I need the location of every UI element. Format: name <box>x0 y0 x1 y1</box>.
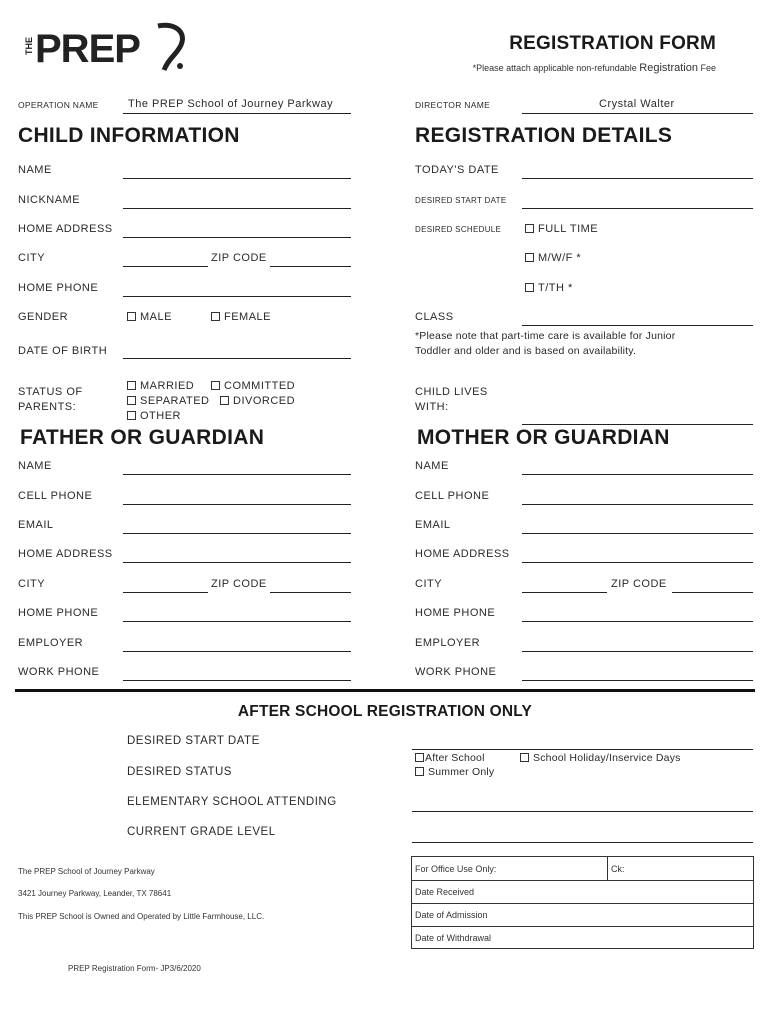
mother-city-field[interactable] <box>522 592 607 593</box>
grade-label: CURRENT GRADE LEVEL <box>127 826 276 838</box>
male-checkbox[interactable] <box>127 312 136 321</box>
child-phone-field[interactable] <box>123 296 351 297</box>
mother-email-label: EMAIL <box>415 519 451 531</box>
operation-name-field[interactable] <box>123 113 351 114</box>
fee-note-emph: Registration <box>639 62 698 74</box>
divorced-label: DIVORCED <box>233 395 296 407</box>
office-admission-label: Date of Admission <box>415 910 488 920</box>
mother-phone-field[interactable] <box>522 621 753 622</box>
child-lives-label-2: WITH: <box>415 401 449 413</box>
after-school-label: After School <box>425 752 485 764</box>
separated-option[interactable] <box>127 395 210 407</box>
female-label: FEMALE <box>224 311 272 323</box>
father-work-field[interactable] <box>123 680 351 681</box>
full-time-option[interactable] <box>525 223 598 235</box>
registration-details-heading: REGISTRATION DETAILS <box>415 124 673 147</box>
mother-phone-label: HOME PHONE <box>415 607 496 619</box>
father-phone-field[interactable] <box>123 621 351 622</box>
mother-city-label: CITY <box>415 578 443 590</box>
parent-status-label-2: PARENTS: <box>18 401 77 413</box>
director-name-label: DIRECTOR NAME <box>415 100 491 110</box>
summer-option[interactable] <box>415 766 494 778</box>
gender-female-option[interactable] <box>211 311 271 323</box>
director-name-field[interactable] <box>522 113 753 114</box>
logo-side-text: THE <box>24 37 34 55</box>
elementary-label: ELEMENTARY SCHOOL ATTENDING <box>127 796 337 808</box>
office-use-title: For Office Use Only: <box>415 864 497 874</box>
child-zip-label: ZIP CODE <box>211 252 267 264</box>
married-checkbox[interactable] <box>127 381 136 390</box>
other-option[interactable] <box>127 410 181 422</box>
married-label: MARRIED <box>140 380 195 392</box>
father-zip-field[interactable] <box>270 592 351 593</box>
form-id: PREP Registration Form- JP3/6/2020 <box>68 964 201 973</box>
child-city-label: CITY <box>18 252 46 264</box>
after-school-checkbox[interactable] <box>415 753 424 762</box>
father-heading: FATHER OR GUARDIAN <box>20 426 265 449</box>
full-time-label: FULL TIME <box>538 223 599 235</box>
separated-label: SEPARATED <box>140 395 210 407</box>
father-city-field[interactable] <box>123 592 208 593</box>
desired-schedule-label: DESIRED SCHEDULE <box>415 225 502 234</box>
mother-address-label: HOME ADDRESS <box>415 548 510 560</box>
child-city-field[interactable] <box>123 266 208 267</box>
father-address-field[interactable] <box>123 562 351 563</box>
father-name-field[interactable] <box>123 474 351 475</box>
child-info-heading: CHILD INFORMATION <box>18 124 240 147</box>
tth-option[interactable] <box>525 282 573 294</box>
logo-text: PREP <box>35 27 140 71</box>
child-zip-field[interactable] <box>270 266 351 267</box>
holiday-checkbox[interactable] <box>520 753 529 762</box>
parttime-note-1: *Please note that part-time care is available for Junior <box>415 330 676 342</box>
mother-email-field[interactable] <box>522 533 753 534</box>
child-phone-label: HOME PHONE <box>18 282 99 294</box>
child-nickname-label: NICKNAME <box>18 194 81 206</box>
fee-note-suffix: Fee <box>697 63 716 73</box>
mwf-option[interactable] <box>525 252 581 264</box>
tth-label: T/TH * <box>538 282 573 294</box>
form-title: REGISTRATION FORM <box>509 33 716 54</box>
committed-option[interactable] <box>211 380 295 392</box>
father-name-label: NAME <box>18 460 52 472</box>
dob-field[interactable] <box>123 358 351 359</box>
father-employer-field[interactable] <box>123 651 351 652</box>
father-city-label: CITY <box>18 578 46 590</box>
child-lives-field[interactable] <box>522 424 753 425</box>
father-address-label: HOME ADDRESS <box>18 548 113 560</box>
mother-cell-field[interactable] <box>522 504 753 505</box>
footer-line-3: This PREP School is Owned and Operated by Little Farmhouse, LLC. <box>18 912 265 921</box>
tth-checkbox[interactable] <box>525 283 534 292</box>
father-cell-label: CELL PHONE <box>18 490 93 502</box>
child-nickname-field[interactable] <box>123 208 351 209</box>
class-field[interactable] <box>522 325 753 326</box>
gender-label: GENDER <box>18 311 69 323</box>
mother-work-field[interactable] <box>522 680 753 681</box>
father-zip-label: ZIP CODE <box>211 578 267 590</box>
prep-logo-graphic <box>18 20 193 72</box>
mother-name-label: NAME <box>415 460 449 472</box>
father-email-label: EMAIL <box>18 519 54 531</box>
grade-field[interactable] <box>412 842 753 843</box>
office-withdrawal-label: Date of Withdrawal <box>415 933 492 943</box>
child-lives-label-1: CHILD LIVES <box>415 386 488 398</box>
other-label: OTHER <box>140 410 181 422</box>
after-school-option[interactable] <box>415 752 485 764</box>
operation-name-label: OPERATION NAME <box>18 100 99 110</box>
child-name-field[interactable] <box>123 178 351 179</box>
committed-label: COMMITTED <box>224 380 296 392</box>
after-school-heading: AFTER SCHOOL REGISTRATION ONLY <box>237 703 533 720</box>
gender-male-option[interactable] <box>127 311 172 323</box>
father-employer-label: EMPLOYER <box>18 637 84 649</box>
mother-heading: MOTHER OR GUARDIAN <box>417 426 670 449</box>
director-name-value: Crystal Walter <box>599 98 675 110</box>
full-time-checkbox[interactable] <box>525 224 534 233</box>
holiday-option[interactable] <box>520 752 681 764</box>
other-checkbox[interactable] <box>127 411 136 420</box>
todays-date-label: TODAY'S DATE <box>415 164 499 176</box>
dob-label: DATE OF BIRTH <box>18 345 108 357</box>
mother-name-field[interactable] <box>522 474 753 475</box>
mother-address-field[interactable] <box>522 562 753 563</box>
after-start-label: DESIRED START DATE <box>127 735 260 747</box>
office-use-table <box>411 856 754 949</box>
operation-name-value: The PREP School of Journey Parkway <box>128 98 334 110</box>
mother-work-label: WORK PHONE <box>415 666 497 678</box>
committed-checkbox[interactable] <box>211 381 220 390</box>
divorced-option[interactable] <box>220 395 295 407</box>
logo <box>18 20 193 72</box>
child-address-field[interactable] <box>123 237 351 238</box>
after-status-label: DESIRED STATUS <box>127 766 232 778</box>
elementary-field[interactable] <box>412 811 753 812</box>
desired-start-field[interactable] <box>522 208 753 209</box>
summer-checkbox[interactable] <box>415 767 424 776</box>
office-received-label: Date Received <box>415 887 475 897</box>
fee-note <box>473 62 716 74</box>
todays-date-field[interactable] <box>522 178 753 179</box>
footer-line-2: 3421 Journey Parkway, Leander, TX 78641 <box>18 889 172 898</box>
male-label: MALE <box>140 311 172 323</box>
mother-employer-label: EMPLOYER <box>415 637 481 649</box>
child-address-label: HOME ADDRESS <box>18 223 113 235</box>
footer-line-1: The PREP School of Journey Parkway <box>18 867 155 876</box>
female-checkbox[interactable] <box>211 312 220 321</box>
father-work-label: WORK PHONE <box>18 666 100 678</box>
mwf-label: M/W/F * <box>538 252 582 264</box>
after-start-field[interactable] <box>412 749 753 750</box>
office-ck-label: Ck: <box>611 864 625 874</box>
section-divider <box>15 689 755 692</box>
desired-start-label: DESIRED START DATE <box>415 196 507 205</box>
child-name-label: NAME <box>18 164 52 176</box>
mother-zip-field[interactable] <box>672 592 753 593</box>
divorced-checkbox[interactable] <box>220 396 229 405</box>
father-email-field[interactable] <box>123 533 351 534</box>
mother-cell-label: CELL PHONE <box>415 490 490 502</box>
father-cell-field[interactable] <box>123 504 351 505</box>
holiday-label: School Holiday/Inservice Days <box>533 752 681 764</box>
class-label: CLASS <box>415 311 454 323</box>
parttime-note-2: Toddler and older and is based on availability. <box>415 345 637 357</box>
mother-employer-field[interactable] <box>522 651 753 652</box>
father-phone-label: HOME PHONE <box>18 607 99 619</box>
separated-checkbox[interactable] <box>127 396 136 405</box>
fee-note-prefix: *Please attach applicable non-refundable <box>472 63 640 73</box>
married-option[interactable] <box>127 380 194 392</box>
parent-status-label-1: STATUS OF <box>18 386 83 398</box>
mwf-checkbox[interactable] <box>525 253 534 262</box>
mother-zip-label: ZIP CODE <box>611 578 667 590</box>
summer-label: Summer Only <box>428 766 495 778</box>
